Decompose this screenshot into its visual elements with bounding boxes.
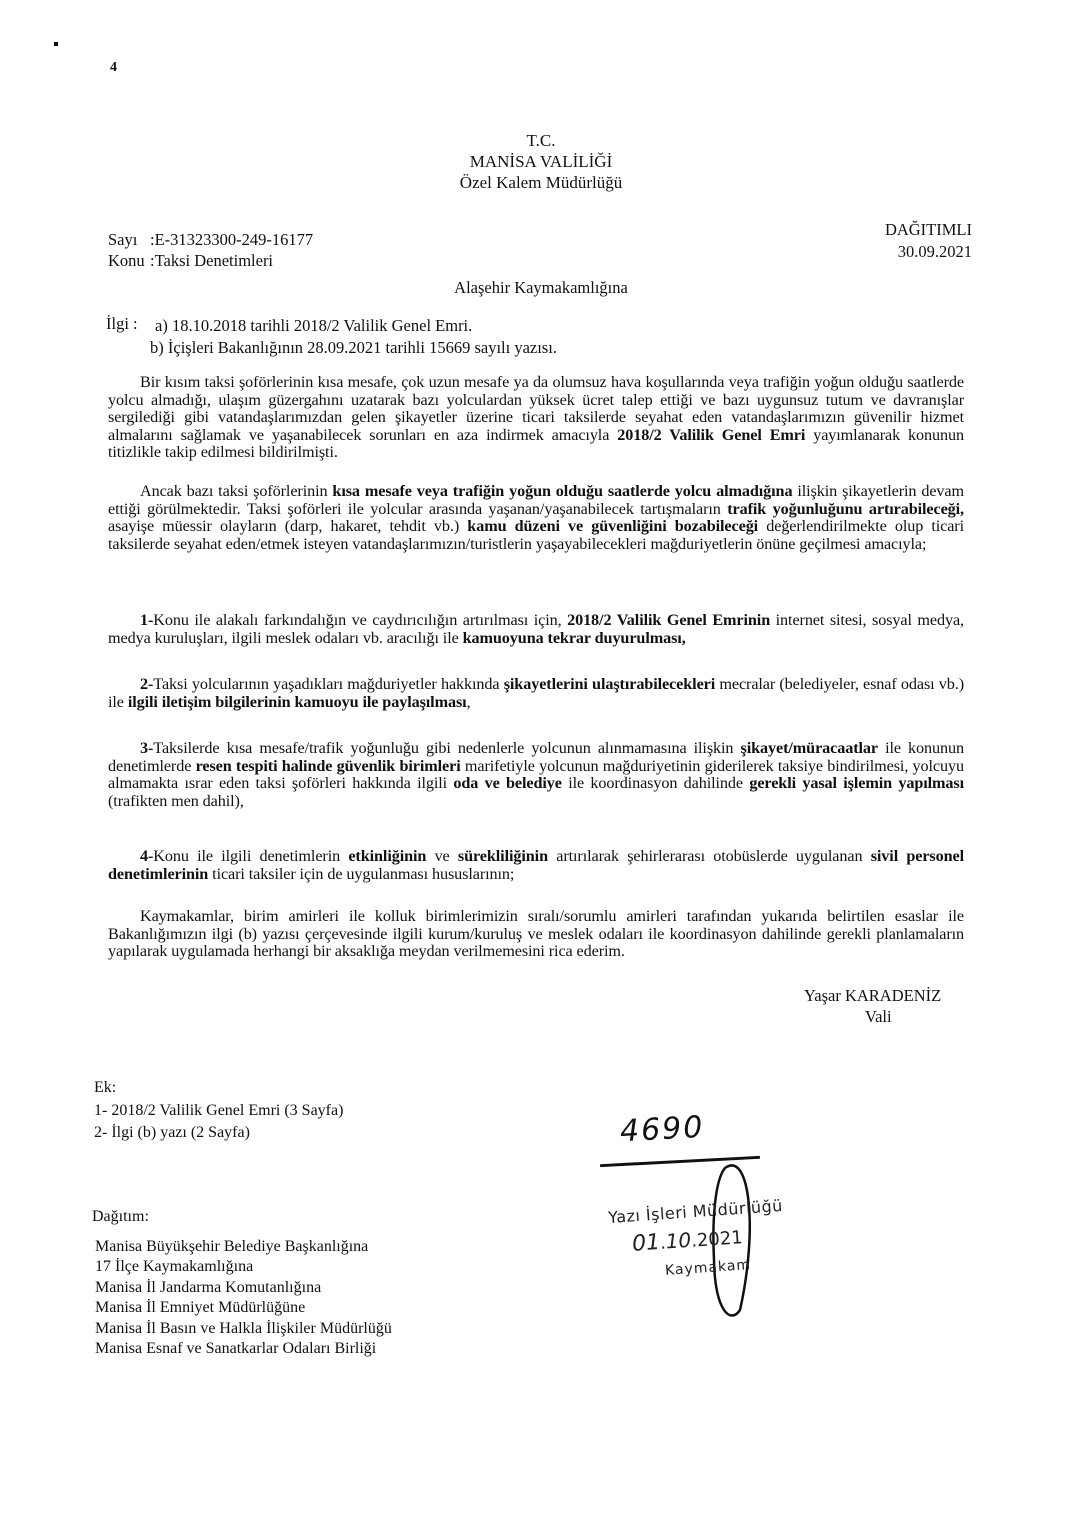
distribution-label: Dağıtım: xyxy=(92,1208,149,1225)
attachment-item: 2- İlgi (b) yazı (2 Sayfa) xyxy=(94,1124,250,1141)
konu-value: :Taksi Denetimleri xyxy=(150,251,274,270)
signatory-name: Yaşar KARADENİZ xyxy=(804,986,942,1005)
closing-paragraph: Kaymakamlar, birim amirleri ile kolluk birimlerimizin sıralı/sorumlu amirleri tarafından yukarıda belirtilen esaslar ile Bakanlığımızın ilgi (b) yazısı çerçevesinde ilgili kurum/kuruluş ve meslek odaları ile koordinasyon dahilinde gerekli planlamaların yapılarak uygulamada herhangi bir aksaklığa meydan verilmemesini rica ederim. xyxy=(108,907,964,961)
handwritten-registry-number: 4690 xyxy=(619,1109,706,1150)
attachments-label: Ek: xyxy=(94,1079,117,1096)
sayi-row xyxy=(108,230,313,250)
distribution-item: Manisa İl Jandarma Komutanlığına xyxy=(95,1279,322,1296)
signatory-title: Vali xyxy=(865,1007,892,1026)
sayi-value: :E-31323300-249-16177 xyxy=(150,230,314,249)
addressee: Alaşehir Kaymakamlığına xyxy=(454,278,628,297)
konu-label: Konu xyxy=(108,251,145,270)
scan-speck xyxy=(54,42,58,46)
registry-stamp xyxy=(590,1110,860,1330)
distribution-item: Manisa İl Basın ve Halkla İlişkiler Müdürlüğü xyxy=(95,1320,392,1337)
distribution-mark: DAĞITIMLI xyxy=(884,220,972,239)
distribution-item: 17 İlçe Kaymakamlığına xyxy=(95,1258,254,1275)
konu-row xyxy=(108,251,273,271)
bold-ref: 2018/2 Valilik Genel Emri xyxy=(617,425,806,444)
list-item-2: 2-Taksi yolcularının yaşadıkları mağduriyetler hakkında şikayetlerini ulaştırabilecekleri mecralar (belediyeler, esnaf odası vb.) ile ilgili iletişim bilgilerinin kamuoyu ile paylaşılması, xyxy=(108,675,964,711)
stamp-date-day: 01 xyxy=(631,1229,661,1257)
header-department: Özel Kalem Müdürlüğü xyxy=(459,173,623,192)
list-item-1: 1-Konu ile alakalı farkındalığın ve caydırıcılığın artırılması için, 2018/2 Valilik Genel Emrinin internet sitesi, sosyal medya, medya kuruluşları, ilgili meslek odaları vb. aracılığı ile kamuoyuna tekrar duyurulması, xyxy=(108,611,965,647)
document-date: 30.09.2021 xyxy=(897,242,972,261)
paragraph-1: Bir kısım taksi şoförlerinin kısa mesafe, çok uzun mesafe ya da olumsuz hava koşullarında veya trafiğin yoğun olduğu saatlerde yolcu almadığı, ulaşım güzergahını uzatarak bazı yolculardan yüksek ücret talep ettiği ve bazı uygunsuz tutum ve davranışlar sergilediği gibi vatandaşlarımızdan gelen şikayetler üzerine ticari taksilerde seyahat eden vatandaşlarımızın güvenilir hizmet almalarını sağlamak ve yaşanabilecek sorunları en aza indirmek amacıyla 2018/2 Valilik Genel Emri yayımlanarak konunun titizlikle takip edilmesi bildirilmişti. xyxy=(108,373,964,462)
header-institution: MANİSA VALİLİĞİ xyxy=(469,152,613,171)
paragraph-2: Ancak bazı taksi şoförlerinin kısa mesafe veya trafiğin yoğun olduğu saatlerde yolcu almadığına ilişkin şikayetlerin devam ettiği görülmektedir. Taksi şoförleri ile yolcular arasında yaşanan/yaşanabilecek tartışmaların trafik yoğunluğunu artırabileceği, asayişe müessir olayların (darp, hakaret, tehdit vb.) kamu düzeni ve güvenliğini bozabileceği değerlendirilmekte olup ticari taksilerde seyahat eden/etmek isteyen vatandaşlarımızın/turistlerin yaşayabilecekleri mağduriyetlerin önüne geçilmesi amacıyla; xyxy=(108,482,965,553)
attachment-item: 1- 2018/2 Valilik Genel Emri (3 Sayfa) xyxy=(94,1102,344,1119)
ilgi-b: b) İçişleri Bakanlığının 28.09.2021 tarihli 15669 sayılı yazısı. xyxy=(150,338,557,357)
distribution-item: Manisa Büyükşehir Belediye Başkanlığına xyxy=(95,1238,369,1255)
list-item-3: 3-Taksilerde kısa mesafe/trafik yoğunluğu gibi nedenlerle yolcunun alınmamasına ilişkin şikayet/müracaatlar ile konunun denetimlerde resen tespiti halinde güvenlik birimleri marifetiyle yolcunun mağduriyetinin giderilerek taksiye bindirilmesi, yolcuyu almamakta ısrar eden taksi şoförleri hakkında ilgili oda ve belediye ile koordinasyon dahilinde gerekli yasal işlemin yapılması (trafikten men dahil), xyxy=(108,739,964,810)
sayi-label: Sayı xyxy=(108,230,138,249)
stamp-department: Yazı İşleri Müdürlüğü xyxy=(607,1195,784,1228)
stamp-date-year: 2021 xyxy=(696,1227,744,1252)
stamp-title: Kaymakam xyxy=(664,1257,752,1279)
ilgi-a: a) 18.10.2018 tarihli 2018/2 Valilik Genel Emri. xyxy=(155,316,473,335)
ilgi-label: İlgi : xyxy=(106,314,138,333)
stamp-date: 01.10.2021 xyxy=(631,1227,744,1257)
list-item-4: 4-Konu ile ilgili denetimlerin etkinliğinin ve sürekliliğinin artırılarak şehirlerarası otobüslerde uygulanan sivil personel denetimlerinin ticari taksiler için de uygulanması hususlarının; xyxy=(108,847,964,883)
distribution-item: Manisa İl Emniyet Müdürlüğüne xyxy=(95,1299,306,1316)
stamp-date-month: 10 xyxy=(664,1227,692,1254)
page-mark: 4 xyxy=(110,60,117,75)
header-tc: T.C. xyxy=(526,131,556,150)
distribution-item: Manisa Esnaf ve Sanatkarlar Odaları Birliği xyxy=(95,1340,377,1357)
